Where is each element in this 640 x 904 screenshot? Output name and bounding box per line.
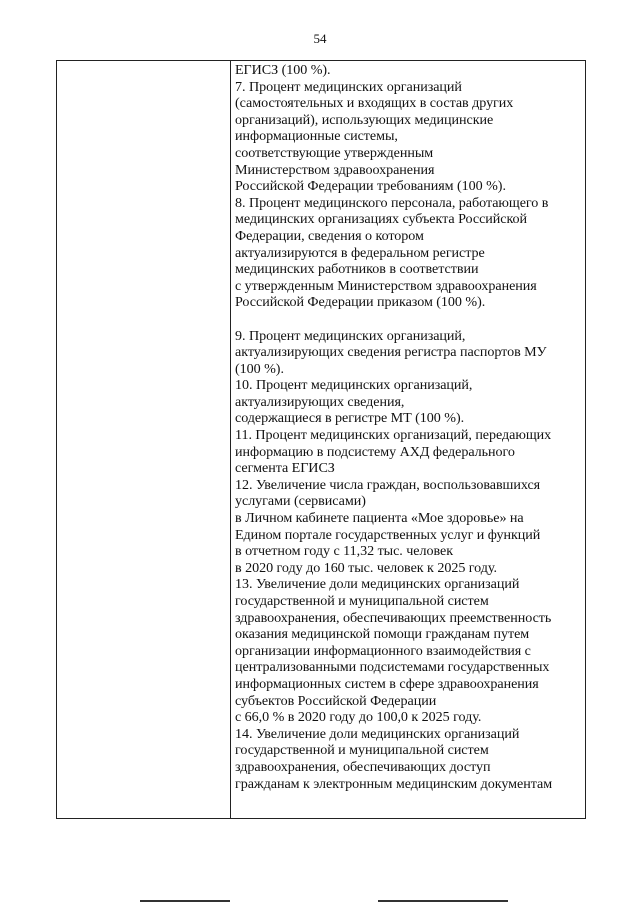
text-line: актуализирующих сведения, xyxy=(235,393,405,410)
scan-bottom-edge xyxy=(0,898,640,904)
scan-artifact xyxy=(378,900,508,902)
text-line: в Личном кабинете пациента «Мое здоровье» на xyxy=(235,510,524,527)
text-line: Российской Федерации приказом (100 %). xyxy=(235,294,486,311)
text-line: гражданам к электронным медицинским документам xyxy=(235,775,553,792)
text-line: государственной и муниципальной систем xyxy=(235,742,489,759)
text-line: государственной и муниципальной систем xyxy=(235,593,489,609)
scan-artifact xyxy=(140,900,230,902)
blank-line xyxy=(235,311,585,328)
text-line: информацию в подсистему АХД федерального xyxy=(235,443,515,460)
text-line: медицинских организациях субъекта Российской xyxy=(235,211,528,228)
text-line: (100 %). xyxy=(235,360,284,377)
text-line: здравоохранения, обеспечивающих преемственность xyxy=(235,609,552,626)
text-line: медицинских работников в соответствии xyxy=(235,261,479,278)
text-line: (самостоятельных и входящих в состав других xyxy=(235,95,514,112)
text-line: в 2020 году до 160 тыс. человек к 2025 году. xyxy=(235,559,497,576)
text-line: актуализирующих сведения регистра паспортов МУ xyxy=(235,344,547,361)
text-line: Едином портале государственных услуг и функций xyxy=(235,526,541,543)
text-line: 12. Увеличение числа граждан, воспользовавшихся xyxy=(235,476,541,493)
table-right-column xyxy=(231,61,585,818)
text-line: с 66,0 % в 2020 году до 100,0 к 2025 году. xyxy=(235,709,482,726)
text-line: в отчетном году с 11,32 тыс. человек xyxy=(235,543,453,560)
text-line: 10. Процент медицинских организаций, xyxy=(235,377,473,394)
text-line: Министерством здравоохранения xyxy=(235,161,435,178)
text-line: 14. Увеличение доли медицинских организаций xyxy=(235,725,520,742)
text-line: субъектов Российской Федерации xyxy=(235,692,437,709)
table-left-column xyxy=(57,61,231,818)
page-number: 54 xyxy=(313,31,327,46)
text-line: актуализируются в федеральном регистре xyxy=(235,244,485,261)
text-line: здравоохранения, обеспечивающих доступ xyxy=(235,758,491,775)
text-line: централизованными подсистемами государственных xyxy=(235,659,550,676)
text-line: 13. Увеличение доли медицинских организаций xyxy=(235,576,520,593)
text-line: 8. Процент медицинского персонала, работающего в xyxy=(235,194,549,211)
text-line: организации информационного взаимодействия с xyxy=(235,642,531,659)
text-line: соответствующие утвержденным xyxy=(235,144,434,161)
text-line: Российской Федерации требованиям (100 %). xyxy=(235,178,506,195)
text-line: услугами (сервисами) xyxy=(235,493,366,510)
text-line: информационных систем в сфере здравоохранения xyxy=(235,675,539,692)
text-line: ЕГИСЗ (100 %). xyxy=(235,62,331,78)
text-line: сегмента ЕГИСЗ xyxy=(235,460,335,477)
text-line: Федерации, сведения о котором xyxy=(235,227,424,244)
text-line: 7. Процент медицинских организаций xyxy=(235,78,462,95)
text-line: с утвержденным Министерством здравоохранения xyxy=(235,277,537,294)
text-line: 9. Процент медицинских организаций, xyxy=(235,327,466,344)
text-line: оказания медицинской помощи гражданам путем xyxy=(235,626,530,643)
text-line: 11. Процент медицинских организаций, передающих xyxy=(235,427,552,444)
text-line: содержащиеся в регистре МТ (100 %). xyxy=(235,410,465,427)
text-line: организаций), использующих медицинские xyxy=(235,111,494,128)
text-line: информационные системы, xyxy=(235,128,398,145)
document-table xyxy=(56,60,586,819)
